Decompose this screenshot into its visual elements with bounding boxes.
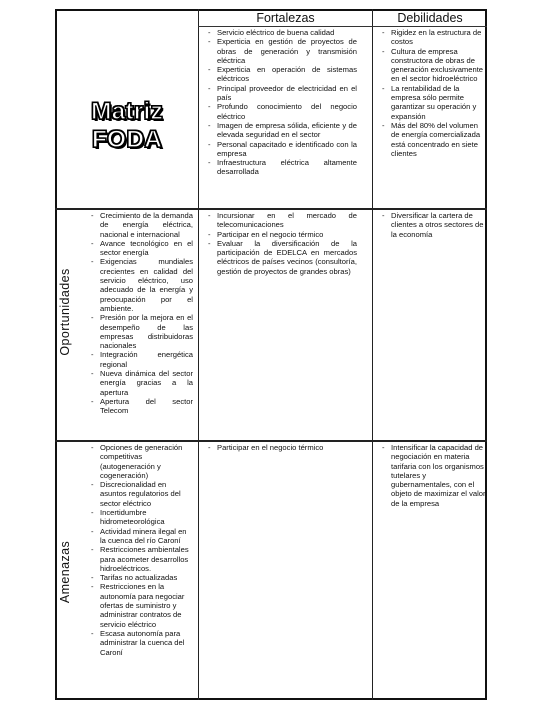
oportunidad-item: - Nueva dinámica del sector energía gracias a la apertura <box>90 369 193 397</box>
amenaza-item: - Restricciones en la autonomía para negociar ofertas de suministro y administrar contratos de servicio eléctrico <box>90 582 193 628</box>
fortaleza-item: - Imagen de empresa sólida, eficiente y de elevada seguridad en el sector <box>207 121 357 140</box>
fo-strategy-item: - Incursionar en el mercado de telecomunicaciones <box>207 211 357 230</box>
debilidades-list <box>381 28 486 158</box>
debilidad-item: - Rigidez en la estructura de costos <box>381 28 486 47</box>
fortaleza-item: - Profundo conocimiento del negocio eléctrico <box>207 102 357 121</box>
do-strategy-item: - Diversificar la cartera de clientes a otros sectores de la economía <box>381 211 486 239</box>
fa-strategy-item: - Participar en el negocio térmico <box>207 443 357 452</box>
grid-line <box>372 9 373 700</box>
fortaleza-item: - Personal capacitado e identificado con la empresa <box>207 140 357 159</box>
amenaza-item: - Restricciones ambientales para acometer desarrollos hidroeléctricos. <box>90 545 193 573</box>
amenaza-item: - Opciones de generación competitivas (autogeneración y cogeneración) <box>90 443 193 480</box>
debilidad-item: - Cultura de empresa constructora de obras de generación exclusivamente en el sector hidroeléctrico <box>381 47 486 84</box>
oportunidad-item: - Exigencias mundiales crecientes en calidad del servicio eléctrico, uso adecuado de la energía y preocupación por el ambiente. <box>90 257 193 313</box>
amenaza-item: - Incertidumbre hidrometeorológica <box>90 508 193 527</box>
da-strategy-item: - Intensificar la capacidad de negociación en materia tarifaria con los organismos tutelares y gubernamentales, con el objeto de maximizar el valor de la empresa <box>381 443 486 508</box>
grid-line <box>198 9 199 700</box>
oportunidad-item: - Avance tecnológico en el sector energía <box>90 239 193 258</box>
da-strategies-list <box>381 443 486 508</box>
fortaleza-item: - Principal proveedor de electricidad en el país <box>207 84 357 103</box>
fortalezas-list <box>207 28 357 177</box>
oportunidad-item: - Crecimiento de la demanda de energía eléctrica, nacional e internacional <box>90 211 193 239</box>
amenazas-list <box>90 443 193 657</box>
oportunidad-item: - Integración energética regional <box>90 350 193 369</box>
amenaza-item: - Discrecionalidad en asuntos regulatorios del sector eléctrico <box>90 480 193 508</box>
oportunidad-item: - Apertura del sector Telecom <box>90 397 193 416</box>
fa-strategies-list <box>207 443 357 452</box>
amenaza-item: - Tarifas no actualizadas <box>90 573 193 582</box>
debilidad-item: - La rentabilidad de la empresa sólo permite garantizar su operación y expansión <box>381 84 486 121</box>
fortaleza-item: - Experticia en gestión de proyectos de obras de generación y transmisión eléctrica <box>207 37 357 65</box>
matrix-title: Matriz FODA <box>91 98 163 153</box>
amenaza-item: - Actividad minera ilegal en la cuenca del río Caroní <box>90 527 193 546</box>
fo-strategies-list <box>207 211 357 276</box>
grid-line <box>55 440 487 442</box>
fortaleza-item: - Infraestructura eléctrica altamente desarrollada <box>207 158 357 177</box>
header-divider <box>198 26 487 27</box>
grid-line <box>55 208 487 210</box>
header-fortalezas: Fortalezas <box>256 11 315 25</box>
fo-strategy-item: - Participar en el negocio térmico <box>207 230 357 239</box>
oportunidad-item: - Presión por la mejora en el desempeño de las empresas distribuidoras nacionales <box>90 313 193 350</box>
debilidad-item: - Más del 80% del volumen de energía comercializada está concentrado en siete clientes <box>381 121 486 158</box>
oportunidades-list <box>90 211 193 416</box>
do-strategies-list <box>381 211 486 239</box>
fo-strategy-item: - Evaluar la diversificación de la participación de EDELCA en mercados eléctricos de países vecinos (consultoría, gestión de proyectos de grandes obras) <box>207 239 357 276</box>
fortaleza-item: - Servicio eléctrico de buena calidad <box>207 28 357 37</box>
fortaleza-item: - Experticia en operación de sistemas eléctricos <box>207 65 357 84</box>
header-debilidades: Debilidades <box>397 11 463 25</box>
row-label-amenazas: Amenazas <box>58 540 72 604</box>
amenaza-item: - Escasa autonomía para administrar la cuenca del Caroní <box>90 629 193 657</box>
row-label-oportunidades: Oportunidades <box>58 268 72 356</box>
